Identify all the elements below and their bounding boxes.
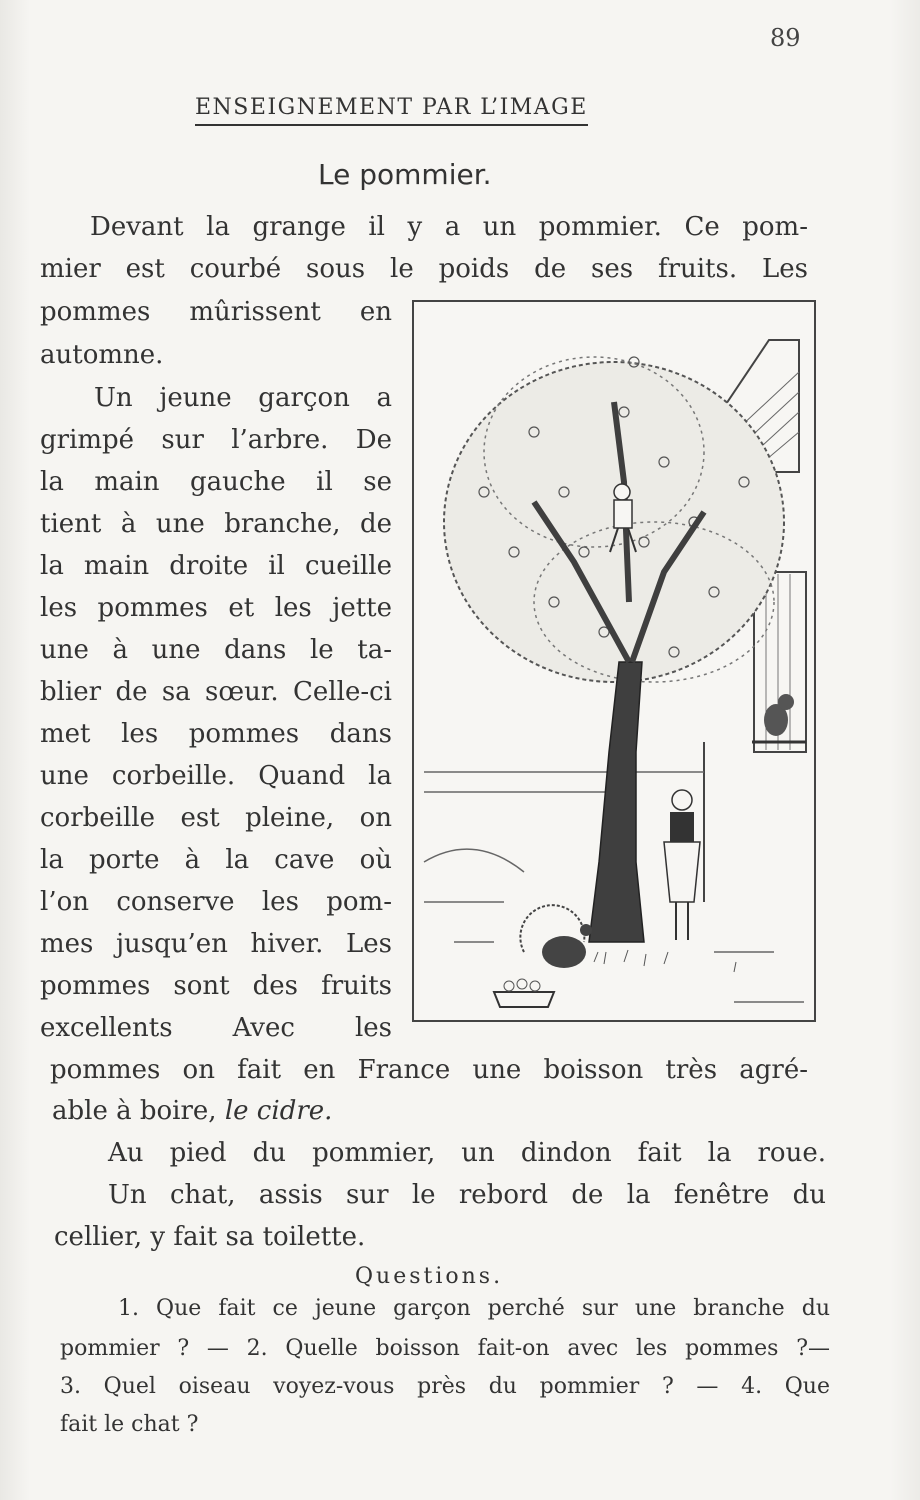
tree-trunk	[589, 662, 644, 942]
body-line: une à une dans le ta-	[40, 635, 392, 665]
body-line: cellier, y fait sa toilette.	[54, 1222, 366, 1252]
questions-title: Questions.	[355, 1264, 504, 1289]
body-line: Devant la grange il y a un pommier. Ce pom-	[90, 212, 808, 242]
emphasized-word: le cidre.	[224, 1096, 333, 1126]
question-line: fait le chat ?	[60, 1412, 199, 1437]
cat-figure	[752, 694, 806, 742]
apple-tree-illustration	[412, 300, 816, 1022]
body-line: une corbeille. Quand la	[40, 761, 392, 791]
body-line-text: able à boire,	[52, 1096, 217, 1126]
question-line: 3. Quel oiseau voyez-vous près du pommier ? — 4. Que	[60, 1374, 830, 1399]
body-line: Un chat, assis sur le rebord de la fenêtre du	[108, 1180, 826, 1210]
body-line: corbeille est pleine, on	[40, 803, 392, 833]
girl-figure	[664, 790, 700, 940]
body-line: mier est courbé sous le poids de ses fruits. Les	[40, 254, 808, 284]
body-line: les pommes et les jette	[40, 593, 392, 623]
body-line: Un jeune garçon a	[94, 383, 392, 413]
body-line	[52, 1096, 332, 1126]
page-number: 89	[770, 24, 801, 52]
section-header: ENSEIGNEMENT PAR L’IMAGE	[195, 95, 588, 126]
body-line: met les pommes dans	[40, 719, 392, 749]
body-line: tient à une branche, de	[40, 509, 392, 539]
body-line: mes jusqu’en hiver. Les	[40, 929, 392, 959]
body-line: pommes sont des fruits	[40, 971, 392, 1001]
question-line: 1. Que fait ce jeune garçon perché sur une branche du	[118, 1296, 830, 1321]
body-line: la porte à la cave où	[40, 845, 392, 875]
body-line: excellents Avec les	[40, 1013, 392, 1043]
body-line: grimpé sur l’arbre. De	[40, 425, 392, 455]
body-line: la main gauche il se	[40, 467, 392, 497]
body-line: blier de sa sœur. Celle-ci	[40, 677, 392, 707]
body-line: pommes mûrissent en	[40, 297, 392, 327]
body-line: la main droite il cueille	[40, 551, 392, 581]
body-line: Au pied du pommier, un dindon fait la roue.	[108, 1138, 826, 1168]
apple-basket	[494, 979, 554, 1007]
illustration-drawing	[414, 302, 814, 1020]
grass	[594, 950, 736, 972]
body-line: automne.	[40, 340, 164, 370]
body-line: pommes on fait en France une boisson très agré-	[50, 1055, 808, 1085]
body-line: l’on conserve les pom-	[40, 887, 392, 917]
lesson-title: Le pommier.	[318, 158, 492, 191]
turkey-figure	[520, 905, 592, 968]
question-line: pommier ? — 2. Quelle boisson fait-on avec les pommes ?—	[60, 1336, 830, 1361]
